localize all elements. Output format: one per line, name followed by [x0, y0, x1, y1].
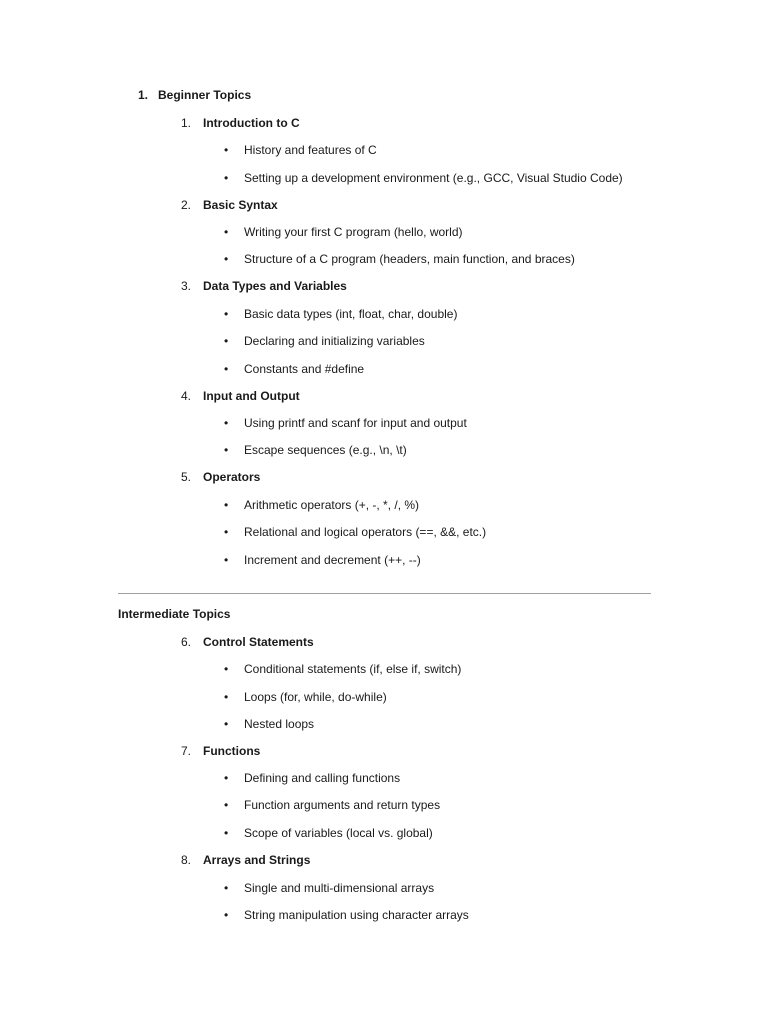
list-item-text: Structure of a C program (headers, main function, and braces): [244, 252, 575, 266]
section-number: 8.: [181, 853, 192, 867]
list-item-text: Using printf and scanf for input and output: [244, 416, 467, 430]
bullet-icon: •: [224, 252, 229, 266]
list-item-text: Arithmetic operators (+, -, *, /, %): [244, 498, 420, 512]
section-heading: [181, 634, 314, 650]
section-title: Control Statements: [203, 635, 314, 649]
list-item-text: Relational and logical operators (==, &&, etc.): [244, 525, 487, 539]
list-item: [224, 361, 364, 377]
section-number: 7.: [181, 744, 192, 758]
bullet-icon: •: [224, 443, 229, 457]
section-heading: [181, 743, 260, 759]
section-number: 3.: [181, 279, 192, 293]
list-item: [224, 333, 425, 349]
bullet-icon: •: [224, 717, 229, 731]
section-heading: [181, 115, 300, 131]
list-item: [224, 770, 400, 786]
list-item-text: Function arguments and return types: [244, 798, 441, 812]
beginner-heading-number: 1.: [138, 88, 149, 102]
section-heading: [181, 469, 260, 485]
beginner-heading: [138, 87, 251, 103]
section-title: Data Types and Variables: [203, 279, 347, 293]
list-item-text: Declaring and initializing variables: [244, 334, 425, 348]
list-item: [224, 661, 461, 677]
list-item: [224, 251, 575, 267]
list-item: [224, 552, 421, 568]
list-item: [224, 415, 467, 431]
section-heading: [181, 388, 300, 404]
list-item: [224, 306, 457, 322]
list-item: [224, 797, 440, 813]
section-heading: [181, 278, 347, 294]
section-title: Basic Syntax: [203, 198, 278, 212]
list-item-text: String manipulation using character arrays: [244, 908, 469, 922]
section-number: 5.: [181, 470, 192, 484]
list-item: [224, 689, 387, 705]
bullet-icon: •: [224, 798, 229, 812]
list-item-text: Loops (for, while, do-while): [244, 690, 387, 704]
list-item-text: Basic data types (int, float, char, double): [244, 307, 458, 321]
list-item-text: Constants and #define: [244, 362, 365, 376]
list-item: [224, 224, 463, 240]
section-title: Introduction to C: [203, 116, 300, 130]
list-item-text: Nested loops: [244, 717, 315, 731]
bullet-icon: •: [224, 307, 229, 321]
intermediate-heading: Intermediate Topics: [118, 607, 231, 621]
list-item: [224, 170, 623, 186]
list-item: [224, 825, 433, 841]
section-number: 2.: [181, 198, 192, 212]
list-item-text: Escape sequences (e.g., \n, \t): [244, 443, 407, 457]
list-item: [224, 142, 377, 158]
beginner-heading-title: Beginner Topics: [158, 88, 252, 102]
list-item: [224, 716, 314, 732]
section-title: Functions: [203, 744, 261, 758]
bullet-icon: •: [224, 225, 229, 239]
section-number: 6.: [181, 635, 192, 649]
bullet-icon: •: [224, 525, 229, 539]
bullet-icon: •: [224, 553, 229, 567]
bullet-icon: •: [224, 143, 229, 157]
section-heading: [181, 197, 278, 213]
list-item: [224, 880, 434, 896]
section-title: Arrays and Strings: [203, 853, 311, 867]
bullet-icon: •: [224, 334, 229, 348]
bullet-icon: •: [224, 881, 229, 895]
list-item: [224, 442, 407, 458]
section-heading: [181, 852, 310, 868]
horizontal-divider: [118, 593, 651, 594]
list-item-text: Setting up a development environment (e.g., GCC, Visual Studio Code): [244, 171, 623, 185]
list-item-text: Increment and decrement (++, --): [244, 553, 421, 567]
list-item-text: Conditional statements (if, else if, switch): [244, 662, 462, 676]
list-item-text: Defining and calling functions: [244, 771, 401, 785]
list-item: [224, 524, 486, 540]
list-item-text: Writing your first C program (hello, world): [244, 225, 463, 239]
bullet-icon: •: [224, 498, 229, 512]
list-item-text: Single and multi-dimensional arrays: [244, 881, 435, 895]
bullet-icon: •: [224, 662, 229, 676]
section-title: Input and Output: [203, 389, 300, 403]
section-title: Operators: [203, 470, 261, 484]
section-number: 4.: [181, 389, 192, 403]
section-number: 1.: [181, 116, 192, 130]
bullet-icon: •: [224, 908, 229, 922]
list-item: [224, 907, 469, 923]
list-item: [224, 497, 419, 513]
bullet-icon: •: [224, 826, 229, 840]
bullet-icon: •: [224, 416, 229, 430]
list-item-text: Scope of variables (local vs. global): [244, 826, 433, 840]
list-item-text: History and features of C: [244, 143, 377, 157]
bullet-icon: •: [224, 362, 229, 376]
bullet-icon: •: [224, 171, 229, 185]
bullet-icon: •: [224, 690, 229, 704]
bullet-icon: •: [224, 771, 229, 785]
